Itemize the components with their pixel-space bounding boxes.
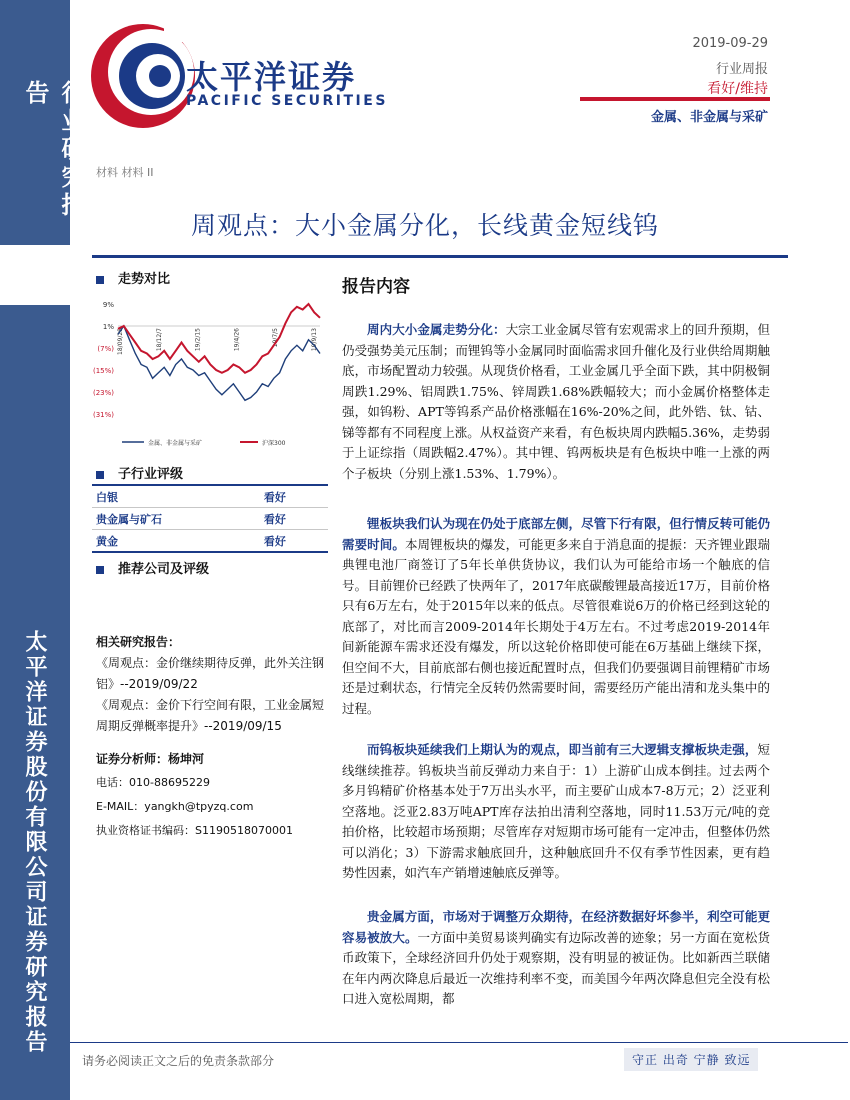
paragraph-body: 一方面中美贸易谈判确实有边际改善的迹象；另一方面在宽松货币政策下，全球经济回升仍处于观察期，没有明显的被证伪。比如新西兰联储在年内两次降息后最近一次维持利率不变，而美国今年两次降息但完全没有松口进入宽松周期，都	[342, 929, 770, 1006]
analyst-name: 证券分析师：杨坤河	[96, 752, 205, 766]
related-report-link[interactable]: 《周观点：金价下行空间有限，工业金属短周期反弹概率提升》--2019/09/15	[96, 698, 325, 733]
paragraph-3	[342, 740, 770, 884]
x-tick-label: 18/12/7	[155, 328, 163, 352]
bullet-square-icon	[96, 471, 104, 479]
brand-name-en: PACIFIC SECURITIES	[186, 93, 388, 109]
paragraph-body: 大宗工业金属尽管有宏观需求上的回升预期，但仍受强势美元压制；而锂钨等小金属同时面临需求回升催化及行业供给周期触底，市场配置动力较强。从现货价格看，工业金属几乎全面下跌，其中阴极铜周跌1.29%、铝周跌1.75%、锌周跌1.68%跌幅较大；而小金属价格整体走强，如钨粉、APT等钨系产品价格涨幅在16%-20%之间，此外锆、钛、钴、锑等都有不同程度上涨。从权益资产来看，有色板块周内跌幅5.36%，走势弱于上证综指（周跌幅2.47%）。其中锂、钨两板块是有色板块中唯一上涨的两个子板块（分别上涨1.53%、1.79%）。	[342, 322, 770, 481]
table-row	[92, 508, 328, 530]
footer-motto: 守正 出奇 宁静 致远	[624, 1048, 758, 1071]
footer-divider	[70, 1042, 848, 1043]
subindustry-name: 白银	[92, 485, 260, 508]
paragraph-1	[342, 320, 770, 484]
x-tick-label: 19/9/13	[311, 328, 318, 352]
paragraph-lead: 而钨板块延续我们上期认为的观点，即当前有三大逻辑支撑板块走强，	[367, 742, 758, 757]
chart-legend	[122, 439, 286, 447]
x-tick-label: 19/4/26	[233, 328, 241, 352]
analyst-info	[96, 747, 326, 843]
chart-x-axis	[117, 328, 318, 355]
trend-comparison-chart	[92, 296, 328, 456]
report-type: 行业周报	[715, 62, 768, 77]
brand-name-cn: 太平洋证券	[186, 58, 357, 96]
subindustry-name: 贵金属与矿石	[92, 508, 260, 530]
analyst-cert: 执业资格证书编码：S1190518070001	[96, 824, 293, 837]
footer-disclaimer: 请务必阅读正文之后的免责条款部分	[82, 1054, 275, 1068]
y-tick-label: 1%	[102, 323, 114, 331]
subindustry-rating: 看好	[260, 485, 328, 508]
y-tick-label: (7%)	[97, 345, 114, 353]
analyst-phone: 电话：010-88695229	[96, 776, 210, 789]
y-tick-label: (23%)	[92, 389, 114, 397]
report-date: 2019-09-29	[692, 36, 768, 51]
paragraph-2	[342, 514, 770, 719]
paragraph-lead: 贵金属方面，市场对于调整万众期待，在经济数据好坏参半，利空可能更容易被放大。	[342, 909, 770, 945]
paragraph-body: 本周锂板块的爆发，可能更多来自于消息面的提振：天齐锂业跟瑞典锂电池厂商签订了5年长单供货协议，我们认为可能给市场一个触底的信号。目前锂价已经跌了快两年了，2017年底碳酸锂最高接近17万，目前价格只有6万左右，处于2015年以来的低点。尽管很难说6万的价格已经到这轮的底部了，对比而言2009-2014年长期处于4万左右。不过考虑2019-2014年间新能源车需求还没有爆发，所以这轮价格即使可能在6万基础上继续下探，但空间不大，目前底部右侧也接近配置时点，但我们仍要强调目前锂精矿市场还是过剩状态，行情完全反转仍然需要时间，需要经历产能出清和龙头集中的过程。	[342, 536, 770, 716]
subindustry-heading-text: 子行业评级	[118, 467, 184, 482]
paragraph-body: 短线继续推荐。钨板块当前反弹动力来自于：1）上游矿山成本倒挂。过去两个多月钨精矿价格基本处于7万出头水平，而主要矿山成本7-8万元；2）泛亚利空落地。泛亚2.83万吨APT库存法拍出清利空落地，同时11.53万元/吨的竞拍价格，比较超市场预期；尽管库存对短期市场可能有一定冲击，但整体仍然可以消化；3）下游需求触底回升，这种触底回升不仅有季节性因素，更有趋势性因素，如汽车产销增速触底反弹等。	[342, 742, 770, 880]
sector-name: 金属、非金属与采矿	[650, 110, 768, 125]
related-reports	[96, 632, 326, 737]
legend-label: 金属、非金属与采矿	[148, 440, 203, 447]
related-heading: 相关研究报告：	[96, 635, 181, 649]
title-divider	[92, 255, 788, 258]
table-row	[92, 485, 328, 508]
paragraph-4	[342, 907, 770, 1010]
trend-section-heading	[96, 268, 170, 287]
y-tick-label: (15%)	[92, 367, 114, 375]
paragraph-lead: 锂板块我们认为现在仍处于底部左侧，尽管下行有限，但行情反转可能仍需要时间。	[342, 516, 770, 552]
recommend-section-heading	[96, 558, 209, 577]
sidebar-company-name: 太平洋证券股份有限公司证券研究报告	[22, 630, 48, 1055]
y-tick-label: (31%)	[92, 411, 114, 419]
sidebar-report-category: 行业研究报告	[21, 80, 86, 220]
legend-label: 沪深300	[262, 440, 286, 447]
subindustry-rating: 看好	[260, 508, 328, 530]
bullet-square-icon	[96, 566, 104, 574]
series-line	[118, 326, 320, 400]
x-tick-label: 18/09/28	[117, 328, 124, 355]
related-report-link[interactable]: 《周观点：金价继续期待反弹，此外关注钢铝》--2019/09/22	[96, 656, 325, 691]
subindustry-rating: 看好	[260, 530, 328, 553]
chart-series-lines	[118, 304, 320, 400]
bullet-square-icon	[96, 276, 104, 284]
subindustry-section-heading	[96, 463, 183, 482]
paragraph-lead: 周内大小金属走势分化：	[367, 322, 506, 337]
report-title: 周观点：大小金属分化，长线黄金短线钨	[190, 211, 659, 240]
content-heading: 报告内容	[342, 277, 410, 297]
recommend-heading-text: 推荐公司及评级	[118, 562, 210, 577]
header-red-rule	[580, 97, 770, 101]
subindustry-rating-table	[92, 484, 328, 553]
table-row	[92, 530, 328, 553]
trend-heading-text: 走势对比	[118, 272, 171, 287]
industry-rating: 看好/维持	[707, 81, 768, 97]
industry-taxonomy: 材料 材料 II	[96, 166, 154, 179]
subindustry-name: 黄金	[92, 530, 260, 553]
x-tick-label: 19/2/15	[194, 328, 202, 352]
sidebar-bottom-band	[0, 305, 70, 1100]
analyst-email[interactable]: E-MAIL：yangkh@tpyzq.com	[96, 800, 254, 813]
x-tick-label: 19/7/5	[272, 328, 280, 348]
series-line	[118, 304, 320, 373]
y-tick-label: 9%	[102, 301, 114, 309]
